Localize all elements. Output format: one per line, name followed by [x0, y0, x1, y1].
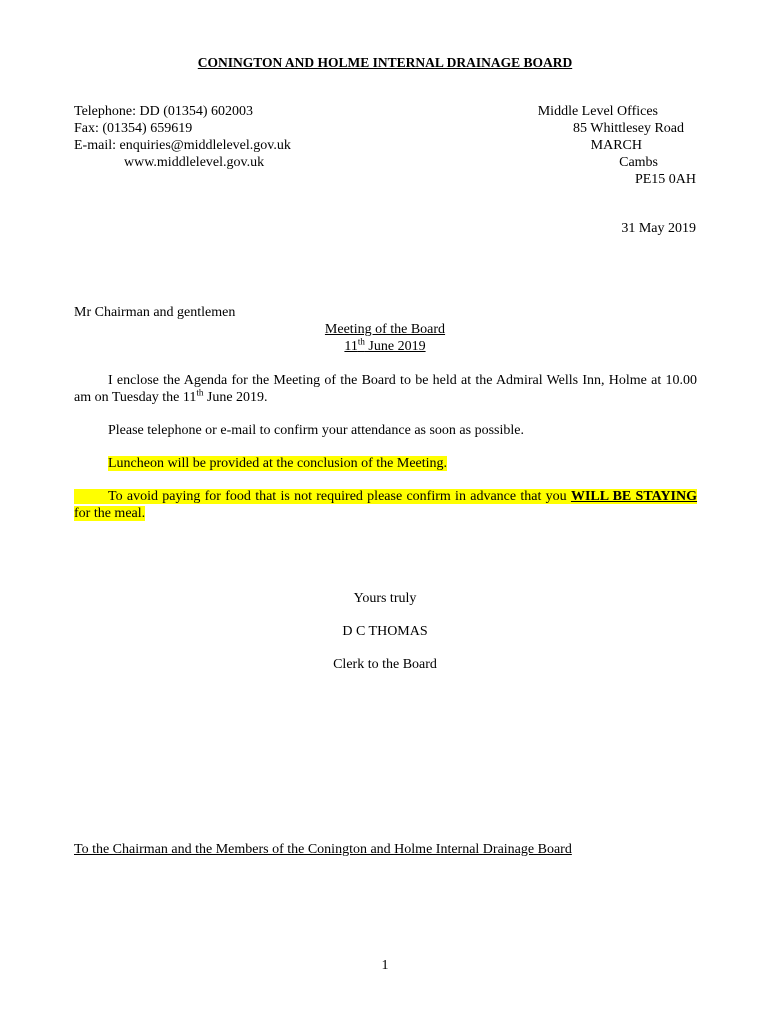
- p1-text-a: I enclose the Agenda for the Meeting of the Board to be held at the Admiral Wells Inn, Holme at 10.00 am on Tuesday the 11: [74, 373, 697, 405]
- subject-day-suffix: th: [357, 336, 365, 347]
- fax: Fax: (01354) 659619: [74, 121, 193, 136]
- addressee: To the Chairman and the Members of the Conington and Holme Internal Drainage Board: [74, 842, 572, 857]
- address-block: [538, 103, 696, 188]
- address-line-4: Cambs: [619, 155, 658, 170]
- paragraph-meal: [74, 488, 697, 522]
- subject-line-2: [0, 338, 770, 355]
- p3-highlight: Luncheon will be provided at the conclusion of the Meeting.: [108, 456, 448, 471]
- p1-text-b: June 2019.: [203, 390, 268, 405]
- p4-text-b: for the meal.: [74, 506, 146, 521]
- paragraph-agenda: [74, 372, 697, 406]
- subject-day: 11: [344, 339, 358, 354]
- telephone: Telephone: DD (01354) 602003: [74, 104, 254, 119]
- signatory-name: D C THOMAS: [342, 624, 428, 639]
- letterhead-title: CONINGTON AND HOLME INTERNAL DRAINAGE BOARD: [197, 55, 573, 70]
- p2-text: Please telephone or e-mail to confirm your attendance as soon as possible.: [108, 423, 524, 438]
- email[interactable]: E-mail: enquiries@middlelevel.gov.uk: [74, 138, 291, 153]
- address-line-2: 85 Whittlesey Road: [573, 121, 684, 136]
- address-line-1: Middle Level Offices: [537, 104, 658, 119]
- address-line-3: MARCH: [590, 138, 642, 153]
- signatory-role: Clerk to the Board: [333, 657, 437, 672]
- p4-text-a: To avoid paying for food that is not required please confirm in advance that you: [108, 489, 571, 504]
- p4-bold: WILL BE STAYING: [570, 489, 698, 504]
- paragraph-luncheon: [74, 455, 697, 472]
- p1-sup: th: [196, 387, 204, 398]
- website[interactable]: www.middlelevel.gov.uk: [124, 155, 265, 170]
- subject-month-year: June 2019: [364, 339, 426, 354]
- letter-date: 31 May 2019: [621, 221, 696, 236]
- subject-line-1: Meeting of the Board: [324, 322, 446, 337]
- contact-block: [74, 103, 291, 171]
- paragraph-confirm: [74, 422, 697, 439]
- page-number: 1: [381, 958, 389, 973]
- subject-heading: [0, 321, 770, 355]
- address-postcode: PE15 0AH: [634, 172, 696, 187]
- salutation: Mr Chairman and gentlemen: [74, 305, 236, 320]
- valediction: Yours truly: [353, 591, 417, 606]
